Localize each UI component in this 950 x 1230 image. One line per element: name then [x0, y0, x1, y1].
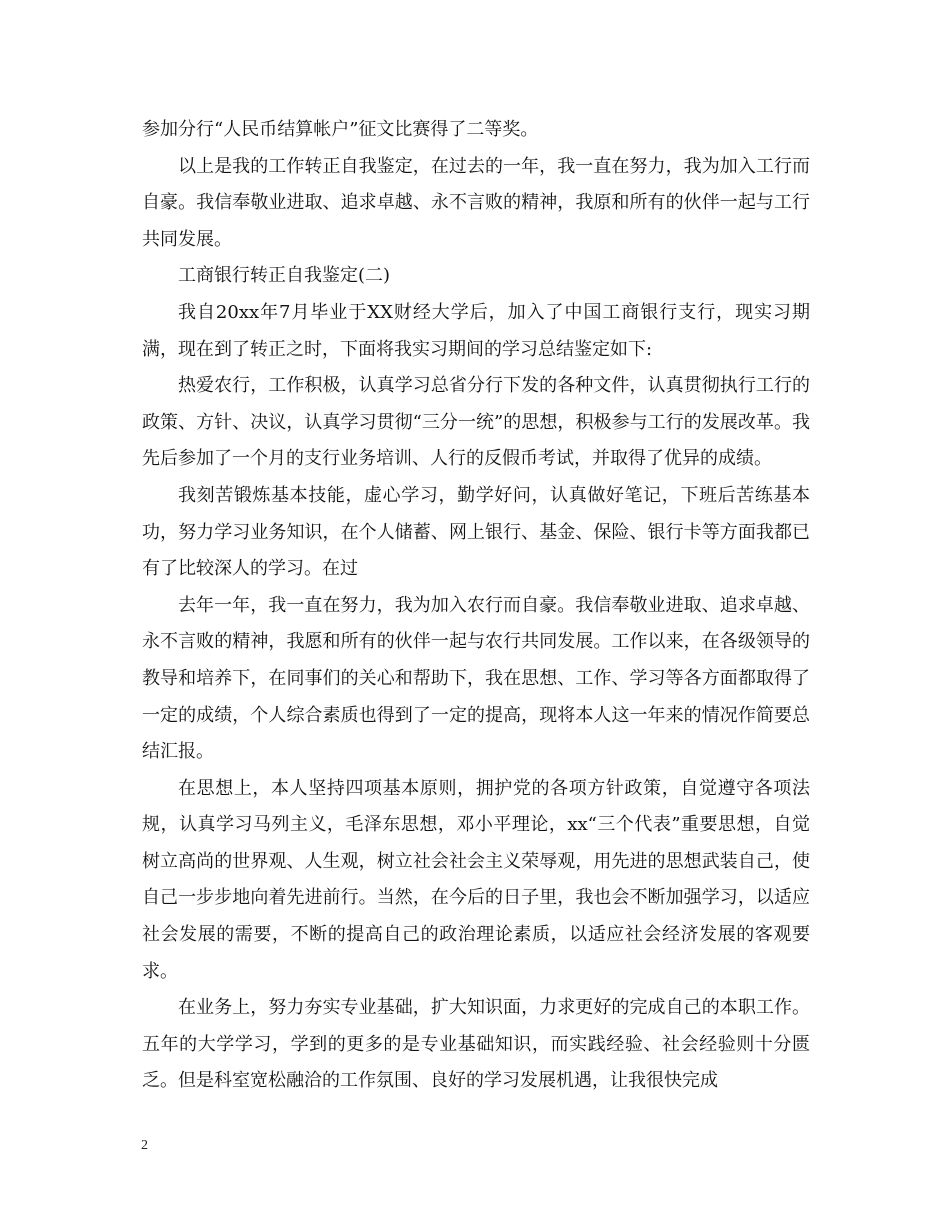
paragraph: 去年一年，我一直在努力，我为加入农行而自豪。我信奉敬业进取、追求卓越、永不言败的精神，我愿和所有的伙伴一起与农行共同发展。工作以来，在各级领导的教导和培养下，在同事们的关心和帮助下，我在思想、工作、学习等各方面都取得了一定的成绩，个人综合素质也得到了一定的提高，现将本人这一年来的情况作简要总结汇报。 — [142, 594, 810, 763]
paragraph: 我刻苦锻炼基本技能，虚心学习，勤学好问，认真做好笔记，下班后苦练基本功，努力学习业务知识，在个人储蓄、网上银行、基金、保险、银行卡等方面我都已有了比较深人的学习。在过 — [142, 484, 810, 580]
page-number: 2 — [141, 1138, 148, 1153]
paragraph: 在业务上，努力夯实专业基础，扩大知识面，力求更好的完成自己的本职工作。五年的大学学习，学到的更多的是专业基础知识，而实践经验、社会经验则十分匮乏。但是科室宽松融洽的工作氛围、良好的学习发展机遇，让我很快完成 — [142, 997, 810, 1092]
paragraph: 热爱农行，工作积极，认真学习总省分行下发的各种文件，认真贯彻执行工行的政策、方针、决议，认真学习贯彻“三分一统”的思想，积极参与工行的发展改革。我先后参加了一个月的支行业务培训、人行的反假币考试，并取得了优异的成绩。 — [142, 375, 810, 470]
paragraph: 参加分行“人民币结算帐户”征文比赛得了二等奖。 — [142, 119, 539, 140]
section-heading: 工商银行转正自我鉴定(二) — [178, 265, 391, 287]
paragraph: 在思想上，本人坚持四项基本原则，拥护党的各项方针政策，自觉遵守各项法规，认真学习马列主义，毛泽东思想，邓小平理论，xx“三个代表”重要思想，自觉树立高尚的世界观、人生观，树立社会社会主义荣辱观，用先进的思想武装自己，使自己一步步地向着先进前行。当然，在今后的日子里，我也会不断加强学习，以适应社会发展的需要，不断的提高自己的政治理论素质，以适应社会经济发展的客观要求。 — [142, 777, 810, 982]
paragraph: 以上是我的工作转正自我鉴定，在过去的一年，我一直在努力，我为加入工行而自豪。我信奉敬业进取、追求卓越、永不言败的精神，我原和所有的伙伴一起与工行共同发展。 — [142, 155, 810, 250]
document-body — [142, 112, 810, 1100]
paragraph: 我自20xx年7月毕业于XX财经大学后，加入了中国工商银行支行，现实习期满，现在到了转正之时，下面将我实习期间的学习总结鉴定如下: — [142, 301, 810, 360]
